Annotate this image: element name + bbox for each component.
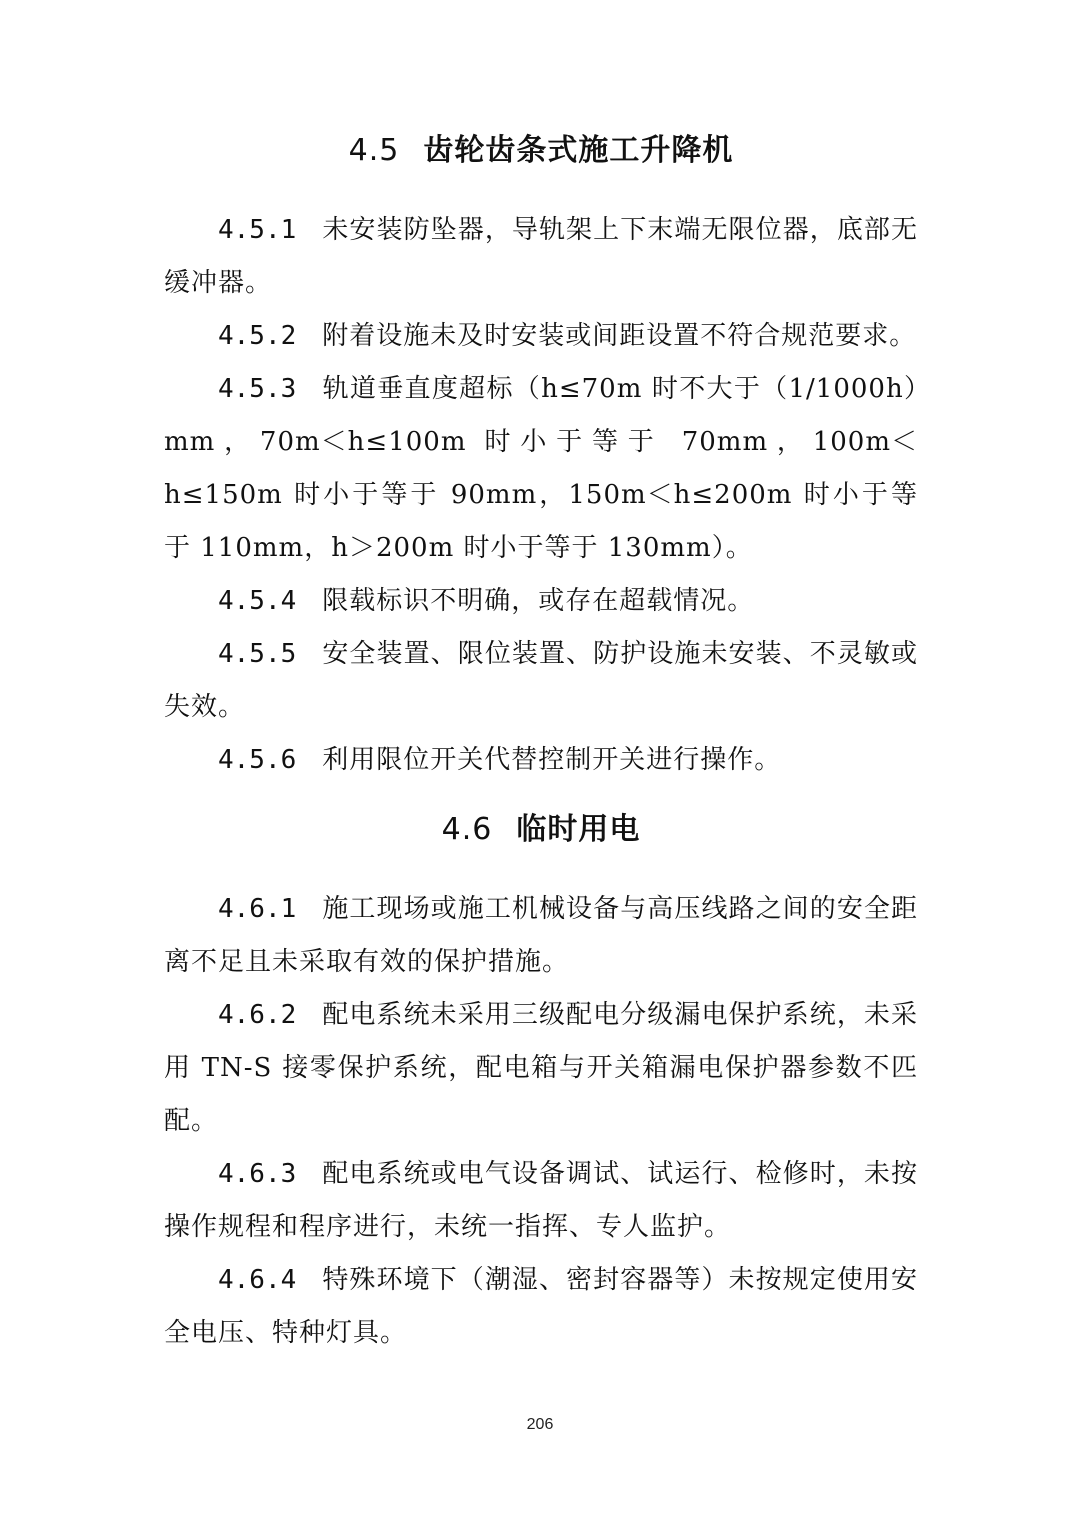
section-title: 齿轮齿条式施工升降机 — [423, 133, 734, 168]
clause-text: 配电系统或电气设备调试、试运行、检修时，未按操作规程和程序进行，未统一指挥、专人监护。 — [164, 1159, 918, 1242]
clause-text: 配电系统未采用三级配电分级漏电保护系统，未采用 TN-S 接零保护系统，配电箱与开关箱漏电保护器参数不匹配。 — [164, 1000, 918, 1136]
clause-4-5-1 — [164, 204, 918, 310]
page-content — [164, 126, 918, 1360]
clause-4-5-5 — [164, 628, 918, 734]
clause-4-6-3 — [164, 1148, 918, 1254]
clause-text: 特殊环境下（潮湿、密封容器等）未按规定使用安全电压、特种灯具。 — [164, 1265, 918, 1348]
clause-number: 4.6.1 — [218, 894, 297, 924]
clause-text: 安全装置、限位装置、防护设施未安装、不灵敏或失效。 — [164, 639, 918, 722]
clause-4-5-3 — [164, 363, 918, 575]
clause-number: 4.5.6 — [218, 745, 297, 775]
clause-number: 4.5.3 — [218, 374, 297, 404]
clause-text: 附着设施未及时安装或间距设置不符合规范要求。 — [322, 321, 917, 351]
clause-number: 4.5.4 — [218, 586, 297, 616]
section-heading-4-5 — [164, 126, 918, 176]
section-title: 临时用电 — [516, 812, 641, 847]
clause-number: 4.5.5 — [218, 639, 297, 669]
clause-4-6-2 — [164, 989, 918, 1148]
clause-number: 4.6.2 — [218, 1000, 297, 1030]
clause-text: 轨道垂直度超标（h≤70m 时不大于（1/1000h）mm，70m＜h≤100m 时小于等于 70mm，100m＜h≤150m 时小于等于 90mm，150m＜h≤200m 时小于等于 110mm，h＞200m 时小于等于 130mm）。 — [164, 374, 918, 563]
clause-4-5-6 — [164, 734, 918, 787]
clause-number: 4.6.4 — [218, 1265, 297, 1295]
clause-number: 4.6.3 — [218, 1159, 297, 1189]
clause-text: 未安装防坠器，导轨架上下末端无限位器，底部无缓冲器。 — [164, 215, 918, 298]
clause-number: 4.5.2 — [218, 321, 297, 351]
page-number: 206 — [526, 1416, 554, 1433]
clause-4-5-2 — [164, 310, 918, 363]
clause-text: 施工现场或施工机械设备与高压线路之间的安全距离不足且未采取有效的保护措施。 — [164, 894, 918, 977]
section-number: 4.6 — [441, 812, 493, 847]
section-heading-4-6 — [164, 805, 918, 855]
clause-4-6-1 — [164, 883, 918, 989]
section-number: 4.5 — [348, 133, 400, 168]
clause-number: 4.5.1 — [218, 215, 297, 245]
clause-4-6-4 — [164, 1254, 918, 1360]
clause-text: 限载标识不明确，或存在超载情况。 — [322, 586, 755, 616]
clause-text: 利用限位开关代替控制开关进行操作。 — [322, 745, 782, 775]
clause-4-5-4 — [164, 575, 918, 628]
